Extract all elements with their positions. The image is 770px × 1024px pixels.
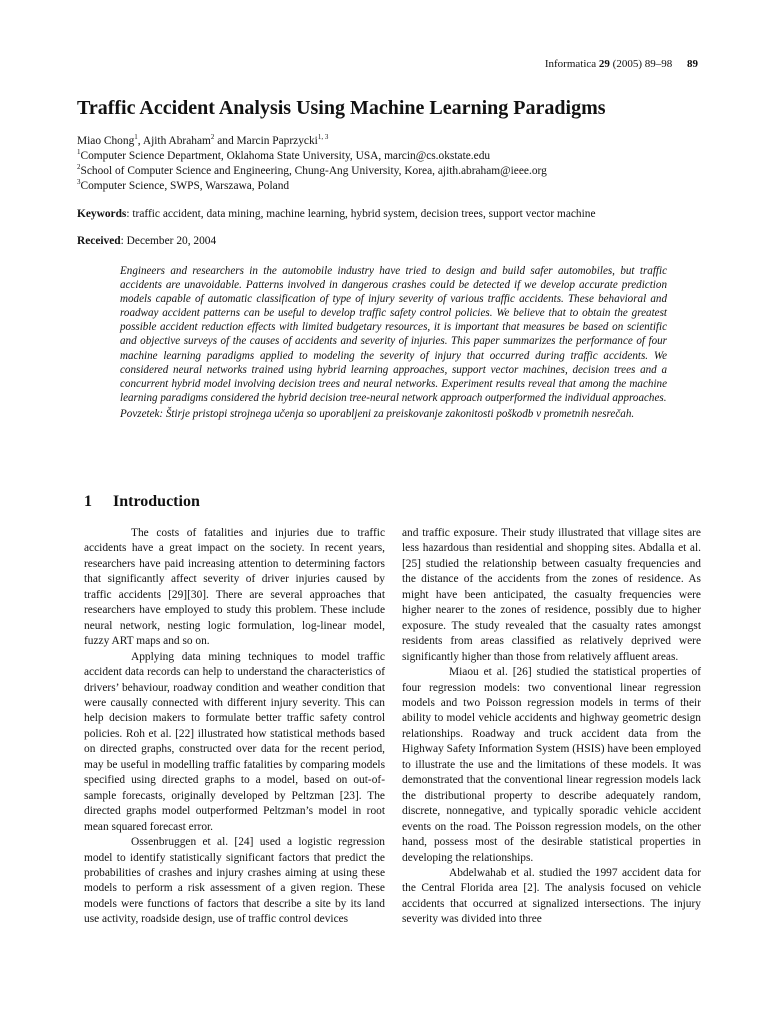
keywords-line	[77, 207, 702, 222]
author-name: Marcin Paprzycki	[236, 135, 318, 147]
affiliation-text: Computer Science, SWPS, Warszawa, Poland	[80, 180, 290, 192]
body-paragraph: and traffic exposure. Their study illustrated that village sites are less hazardous than residential and shopping sites. Abdalla et al. [25] studied the relationship between casualty frequencies and the distance of the accidents from the zones of residence. As might have been anticipated, the casualty frequencies were higher nearer to the zones of residence, possibly due to higher exposure. The study revealed that the casualty rates amongst residents from areas classified as relatively deprived were significantly higher than those from relatively affluent areas.	[402, 527, 701, 663]
section-number: 1	[84, 493, 92, 510]
affiliation	[77, 179, 697, 194]
author-separator: ,	[137, 135, 143, 147]
left-column	[84, 526, 385, 928]
affiliation-text: Computer Science Department, Oklahoma State University, USA, marcin@cs.okstate.edu	[80, 150, 491, 162]
author-line	[77, 134, 697, 149]
paper-title: Traffic Accident Analysis Using Machine Learning Paradigms	[77, 97, 606, 119]
journal-volume: 29	[598, 58, 610, 70]
body-paragraph: Applying data mining techniques to model traffic accident data records can help to understand the characteristics of drivers’ behaviour, roadway condition and weather condition that were causally connected with different injury severity. This can help decision makers to formulate better traffic safety control policies. Roh et al. [22] illustrated how statistical methods based on directed graphs, constructed over data for the recent period, may be useful in modelling traffic fatalities by comparing models specified using directed graphs to a model, based on out-of-sample forecasts, originally developed by Peltzman [23]. The directed graphs model outperformed Peltzman’s model in root mean squared forecast error.	[84, 650, 385, 833]
body-paragraph: The costs of fatalities and injuries due to traffic accidents have a great impact on the society. In recent years, researchers have paid increasing attention to determining factors that significantly affect severity of driver injuries caused by traffic accidents [29][30]. There are several approaches that researchers have employed to study this problem. These include neural network, nesting logic formulation, log-linear model, fuzzy ART maps and so on.	[84, 527, 385, 648]
received-line	[77, 234, 702, 249]
author-superscript: 1, 3	[317, 133, 329, 141]
author-separator: and	[214, 135, 237, 147]
running-head	[545, 58, 698, 70]
author-name: Ajith Abraham	[142, 135, 211, 147]
author-block	[77, 134, 697, 194]
section-title: Introduction	[113, 493, 200, 510]
affiliation-superscript: 3	[77, 178, 81, 186]
right-column	[402, 526, 701, 928]
affiliation-superscript: 2	[77, 163, 81, 171]
abstract-paragraph: Engineers and researchers in the automobile industry have tried to design and build safer automobiles, but traffic accidents are unavoidable. Patterns involved in dangerous crashes could be detected if we develop accurate prediction models capable of automatic classification of type of injury severity of various traffic accidents. These behavioral and roadway accident patterns can be useful to develop traffic safety control policies. We believe that to obtain the greatest possible accident reduction effects with limited budgetary resources, it is important that measures be based on scientific and objective surveys of the causes of accidents and severity of injuries. This paper summarizes the performance of four machine learning paradigms applied to modeling the severity of injury that occurred during traffic accidents. We considered neural networks trained using hybrid learning approaches, support vector machines, decision trees and a concurrent hybrid model involving decision trees and neural networks. Experiment results reveal that among the machine learning paradigms considered the hybrid decision tree-neural network approach outperformed the individual approaches.	[120, 265, 667, 404]
keywords-label: Keywords	[77, 208, 127, 220]
abstract	[120, 264, 667, 421]
received-label: Received	[77, 235, 121, 247]
section-heading	[84, 492, 200, 512]
affiliation-superscript: 1	[77, 148, 81, 156]
page-number: 89	[687, 58, 698, 70]
journal-name: Informatica	[544, 58, 597, 70]
body-paragraph: Ossenbruggen et al. [24] used a logistic regression model to identify statistically significant factors that predict the probabilities of crashes and injury crashes aiming at using these models to perform a risk assessment of a given region. These models were functions of factors that describe a site by its land use activity, roadside design, use of traffic control devices	[84, 836, 385, 926]
received-date: : December 20, 2004	[120, 235, 217, 247]
affiliation	[77, 164, 697, 179]
author-superscript: 1	[134, 133, 138, 141]
body-paragraph: Abdelwahab et al. studied the 1997 accident data for the Central Florida area [2]. The analysis focused on vehicle accidents that occurred at signalized intersections. The injury severity was divided into three	[402, 866, 701, 926]
journal-year-pages: (2005) 89–98	[612, 58, 673, 70]
keywords-text: : traffic accident, data mining, machine learning, hybrid system, decision trees, support vector machine	[126, 208, 596, 220]
povzetek-paragraph: Povzetek: Štirje pristopi strojnega učenja so uporabljeni za preiskovanje zakonitosti poškodb v prometnih nesrečah.	[120, 407, 635, 420]
author-superscript: 2	[210, 133, 215, 141]
author-name: Miao Chong	[77, 135, 135, 147]
body-paragraph: Miaou et al. [26] studied the statistical properties of four regression models: two conventional linear regression models and two Poisson regression models in terms of their ability to model vehicle accidents and highway geometric design relationships. Roadway and truck accident data from the Highway Safety Information System (HSIS) have been employed to illustrate the use and the limitations of these models. It was demonstrated that the conventional linear regression models lack the distributional property to describe adequately random, discrete, nonnegative, and typically sporadic vehicle accident events on the road. The Poisson regression models, on the other hand, possess most of the desirable statistical properties in developing the relationships.	[402, 666, 701, 864]
affiliation	[77, 149, 697, 164]
affiliation-text: School of Computer Science and Engineering, Chung-Ang University, Korea, ajith.abraham@ieee.org	[80, 165, 547, 177]
